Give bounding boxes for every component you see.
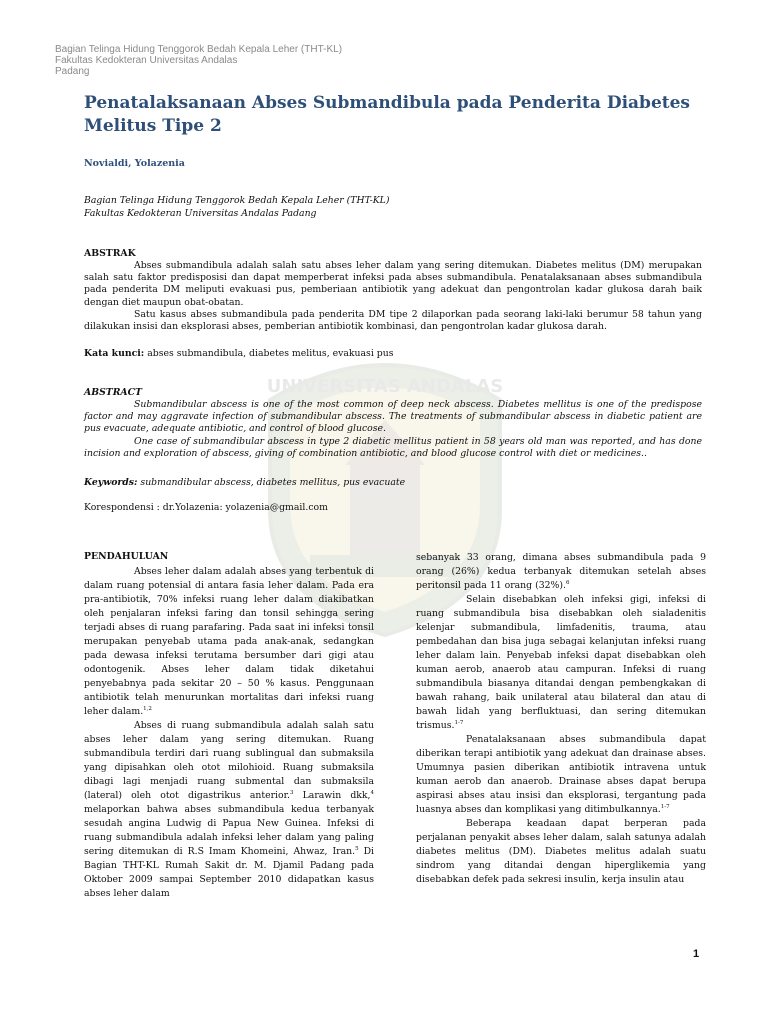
paper-title: Penatalaksanaan Abses Submandibula pada Penderita Diabetes Melitus Tipe 2 [84,93,690,136]
intro-paragraph-2-text-c: melaporkan bahwa abses submandibula kedua terbanyak sesudah angina Ludwig di Papua New Guinea. Infeksi di ruang submandibula adalah infeksi leher dalam yang paling sering ditemukan di R.S Imam Khomeini, Ahwaz, Iran. [84,804,374,857]
abstrak-paragraph-2: Satu kasus abses submandibula pada penderita DM tipe 2 dilaporkan pada seorang laki-laki berumur 58 tahun yang dilakukan insisi dan eksplorasi abses, pemberian antibiotik kombinasi, dan pengontrolan kadar glukosa darah. [84,308,702,333]
intro-paragraph-2-text-a: Abses di ruang submandibula adalah salah satu abses leher dalam yang sering ditemukan. Ruang submandibula terdiri dari ruang sublingual dan submaksila yang dipisahkan oleh otot milohioid. Ruang submaksila dibagi lagi menjadi ruang submental dan submaksila (lateral) oleh otot digastrikus anterior. [84,720,374,801]
citation: 1-7 [454,719,464,726]
header-line-3: Padang [55,66,90,77]
right-column [416,551,706,887]
pendahuluan-heading: PENDAHULUAN [84,551,169,562]
intro-paragraph-1 [84,565,374,719]
affiliation [84,194,389,220]
citation: 4 [370,789,374,796]
intro-paragraph-2 [84,719,374,901]
intro-paragraph-2-text-d: Di Bagian THT-KL Rumah Sakit dr. M. Djamil Padang pada Oktober 2009 sampai September 2010 didapatkan kasus abses leher dalam [84,846,374,899]
abstrak-heading: ABSTRAK [84,248,136,259]
correspondence: Korespondensi : dr.Yolazenia: yolazenia@gmail.com [84,502,328,513]
seal-lettering: UNIVERSITAS ANDALAS [266,376,504,397]
citation: 1,2 [143,705,152,712]
left-column [84,551,374,901]
intro-paragraph-5 [416,733,706,817]
author-list: Novialdi, Yolazenia [84,158,185,169]
header-line-2: Fakultas Kedokteran Universitas Andalas [55,55,238,66]
keywords-text: submandibular abscess, diabetes mellitus, pus evacuate [137,477,406,488]
abstract-paragraph-2: One case of submandibular abscess in type 2 diabetic mellitus patient in 58 years old man was reported, and has done incision and exploration of abscess, giving of combination antibiotic, and blood glucose control with diet or medicines.. [84,435,702,459]
intro-paragraph-3-text: sebanyak 33 orang, dimana abses submandibula pada 9 orang (26%) kedua terbanyak ditemukan setelah abses peritonsil pada 11 orang (32%). [416,552,706,591]
citation: 5 [355,845,359,852]
intro-paragraph-1-text: Abses leher dalam adalah abses yang terbentuk di dalam ruang potensial di antara fasia leher dalam. Pada era pra-antibiotik, 70% infeksi ruang leher dalam diakibatkan oleh penjalaran infeksi faring dan tonsil sehingga sering terjadi abses di ruang parafaring. Pada saat ini infeksi tonsil merupakan penyebab utama pada anak-anak, sedangkan pada dewasa infeksi terutama bersumber dari gigi atau odontogenik. Abses leher dalam tidak diketahui penyebabnya pada sekitar 20 – 50 % kasus. Penggunaan antibiotik telah menurunkan mortalitas dari infeksi ruang leher dalam. [84,566,374,717]
abstract-section [84,387,702,460]
abstrak-section [84,248,702,333]
abstract-heading: ABSTRACT [84,387,142,398]
running-header [55,44,342,77]
keywords [84,477,405,488]
abstrak-paragraph-1: Abses submandibula adalah salah satu abses leher dalam yang sering ditemukan. Diabetes melitus (DM) merupakan salah satu faktor predisposisi dan dapat memperberat infeksi pada abses submandibula. Penatalaksanaan abses submandibula pada penderita DM meliputi evakuasi pus, pemberiaan antibiotik yang adekuat dan pengontrolan kadar glukosa darah baik dengan diet maupun obat-obatan. [84,260,702,308]
citation: 3 [290,789,294,796]
citation: 1-7 [660,803,670,810]
intro-paragraph-5-text: Penatalaksanaan abses submandibula dapat diberikan terapi antibiotik yang adekuat dan drainase abses. Umumnya pasien diberikan antibiotik intravena untuk kuman aerob dan anaerob. Drainase abses dapat berupa aspirasi abses atau insisi dan eksplorasi, tergantung pada luasnya abses dan komplikasi yang ditimbulkannya. [416,734,706,815]
kata-kunci-text: abses submandibula, diabetes melitus, evakuasi pus [144,348,394,359]
intro-paragraph-2-text-b: Larawin dkk, [293,790,371,801]
affiliation-line-2: Fakultas Kedokteran Universitas Andalas Padang [84,208,317,219]
abstract-paragraph-1: Submandibular abscess is one of the most common of deep neck abscess. Diabetes mellitus is one of the predispose factor and may aggravate infection of submandibular abscess. The treatments of submandibular abscess in diabetic patient are pus evacuate, adequate antibiotic, and control of blood glucose. [84,399,702,435]
intro-paragraph-6: Beberapa keadaan dapat berperan pada perjalanan penyakit abses leher dalam, salah satunya adalah diabetes melitus (DM). Diabetes melitus adalah suatu sindrom yang ditandai dengan hiperglikemia yang disebabkan defek pada sekresi insulin, kerja insulin atau [416,818,706,885]
intro-paragraph-4-text: Selain disebabkan oleh infeksi gigi, infeksi di ruang submandibula bisa disebabkan oleh sialadenitis kelenjar submandibula, limfadenitis, trauma, atau pembedahan dan bisa juga sebagai kelanjutan infeksi ruang leher dalam lain. Penyebab infeksi dapat disebabkan oleh kuman aerob, anaerob atau campuran. Infeksi di ruang submandibula biasanya ditandai dengan pembengkakan di bawah rahang, baik unilateral atau bilateral dan atau di bawah lidah yang berfluktuasi, dan sering ditemukan trismus. [416,594,706,731]
page-number: 1 [693,948,700,960]
intro-paragraph-3 [416,551,706,593]
citation: 6 [565,579,570,586]
affiliation-line-1: Bagian Telinga Hidung Tenggorok Bedah Kepala Leher (THT-KL) [84,195,390,206]
header-line-1: Bagian Telinga Hidung Tenggorok Bedah Kepala Leher (THT-KL) [55,44,343,55]
kata-kunci-label: Kata kunci: [84,348,145,359]
keywords-label: Keywords: [84,477,138,488]
kata-kunci [84,348,393,359]
intro-paragraph-4 [416,593,706,733]
